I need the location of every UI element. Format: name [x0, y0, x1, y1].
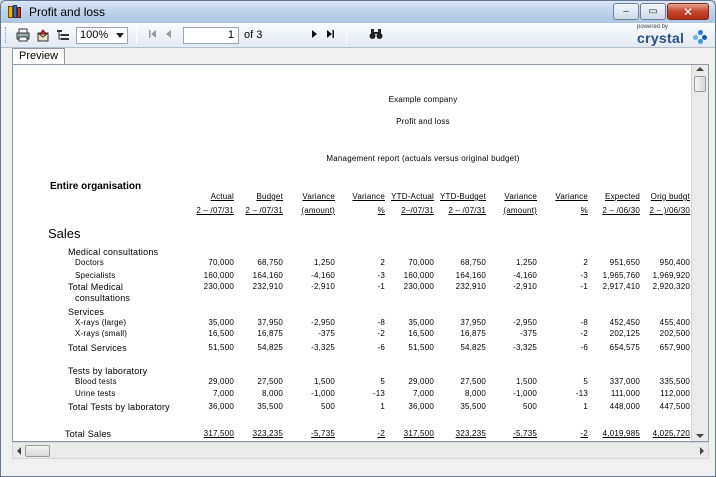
table-cell: -2,910	[311, 282, 335, 291]
column-subheader: (amount)	[301, 206, 335, 215]
table-cell: 317,500	[203, 429, 234, 438]
table-cell: -1,000	[311, 389, 335, 398]
table-cell: -13	[575, 389, 588, 398]
table-cell: 657,900	[659, 343, 690, 352]
table-cell: 7,000	[412, 389, 434, 398]
table-cell: 2	[380, 258, 385, 267]
table-cell: 951,650	[609, 258, 640, 267]
table-cell: 5	[583, 377, 588, 386]
table-cell: 455,400	[659, 318, 690, 327]
crystal-brand-text: crystal	[637, 30, 685, 46]
table-cell: 317,500	[403, 429, 434, 438]
table-cell: 232,910	[252, 282, 283, 291]
table-cell: -3,325	[513, 343, 537, 352]
table-cell: 70,000	[408, 258, 434, 267]
table-cell: 160,000	[203, 271, 234, 280]
table-cell: 8,000	[261, 389, 283, 398]
table-cell: -1,000	[513, 389, 537, 398]
close-icon: ✕	[682, 4, 694, 19]
row-label: X-rays (small)	[75, 329, 128, 338]
table-cell: 51,500	[208, 343, 234, 352]
table-cell: -5,735	[311, 429, 335, 438]
export-button[interactable]	[34, 26, 52, 44]
row-label: Blood tests	[75, 377, 117, 386]
group-tree-icon	[56, 28, 70, 42]
scroll-left-icon[interactable]	[17, 447, 21, 455]
table-cell: -8	[377, 318, 385, 327]
binoculars-icon	[369, 28, 383, 40]
table-cell: 500	[523, 402, 537, 411]
crystal-report-app-icon	[7, 4, 23, 20]
table-cell: -13	[372, 389, 385, 398]
page-number-input[interactable]: 1	[183, 27, 239, 44]
table-cell: 4,025,720	[652, 429, 690, 438]
group-label: Medical consultations	[68, 247, 159, 257]
minimize-icon: –	[623, 6, 629, 17]
table-cell: 35,500	[257, 402, 283, 411]
table-cell: -2	[377, 429, 385, 438]
search-button[interactable]	[369, 28, 383, 43]
column-subheader: %	[377, 206, 385, 215]
row-label: Doctors	[75, 258, 104, 267]
column-subheader: 2 ‒ /06/30	[602, 206, 640, 215]
total-label: Total Medical	[68, 282, 124, 292]
table-cell: 70,000	[208, 258, 234, 267]
column-header: Variance	[352, 192, 385, 201]
minimize-button[interactable]	[613, 3, 639, 20]
table-cell: 16,500	[408, 329, 434, 338]
table-cell: -3,325	[311, 343, 335, 352]
zoom-value: 100%	[80, 29, 109, 41]
table-cell: 112,000	[660, 389, 690, 398]
table-cell: 16,875	[460, 329, 486, 338]
previous-page-button[interactable]	[161, 29, 177, 42]
table-cell: -375	[318, 329, 335, 338]
table-cell: -2	[580, 429, 588, 438]
table-cell: -5,735	[513, 429, 537, 438]
horizontal-scrollbar[interactable]	[12, 442, 709, 459]
company-name: Example company	[388, 95, 458, 104]
table-cell: -1	[580, 282, 588, 291]
table-cell: -2	[377, 329, 385, 338]
scroll-up-icon[interactable]	[696, 67, 704, 71]
report-preview-pane[interactable]	[12, 64, 709, 442]
table-cell: 337,000	[609, 377, 640, 386]
column-subheader: 2 ‒ /07/31	[245, 206, 283, 215]
first-page-button[interactable]	[145, 29, 161, 42]
window-controls	[612, 3, 709, 20]
chevron-down-icon	[116, 33, 124, 38]
table-cell: -4,160	[513, 271, 537, 280]
table-cell: 202,125	[609, 329, 640, 338]
report-subtitle: Management report (actuals versus original budget)	[326, 154, 520, 163]
table-cell: 68,750	[460, 258, 486, 267]
total-label-continued: consultations	[75, 293, 131, 303]
table-cell: -2,950	[311, 318, 335, 327]
table-cell: -4,160	[311, 271, 335, 280]
group-tree-button[interactable]	[54, 26, 72, 44]
column-header: Orig budgt	[650, 192, 690, 201]
column-subheader: %	[580, 206, 588, 215]
crystal-logo	[635, 24, 707, 46]
table-cell: 323,235	[252, 429, 283, 438]
table-cell: 323,235	[455, 429, 486, 438]
table-cell: 2,920,320	[652, 282, 690, 291]
column-subheader: 2 ‒ /07/31	[448, 206, 486, 215]
table-cell: 4,019,985	[602, 429, 640, 438]
column-header: Variance	[302, 192, 335, 201]
table-cell: 29,000	[408, 377, 434, 386]
table-cell: 164,160	[455, 271, 486, 280]
table-cell: 27,500	[460, 377, 486, 386]
powered-by-label: powered by	[637, 24, 669, 30]
table-cell: 5	[380, 377, 385, 386]
total-label: Total Sales	[65, 429, 112, 439]
table-cell: 1,969,920	[652, 271, 690, 280]
column-subheader: 2‒/07/31	[401, 206, 434, 215]
maximize-icon: ▭	[648, 6, 658, 17]
column-subheader: 2 ‒ )/06/30	[649, 206, 690, 215]
scroll-down-icon[interactable]	[696, 434, 704, 438]
table-cell: 68,750	[257, 258, 283, 267]
table-cell: 230,000	[403, 282, 434, 291]
row-label: Urine tests	[75, 389, 116, 398]
table-cell: 8,000	[464, 389, 486, 398]
horizontal-scroll-thumb[interactable]	[25, 445, 50, 457]
column-subheader: (amount)	[503, 206, 537, 215]
column-subheader: 2 ‒ /07/31	[196, 206, 234, 215]
printer-icon	[16, 28, 30, 42]
table-cell: 16,500	[208, 329, 234, 338]
page-total-label: of 3	[244, 29, 263, 41]
table-cell: 111,000	[610, 389, 640, 398]
crystal-dots-icon	[693, 30, 707, 44]
next-page-icon	[309, 29, 319, 39]
table-cell: 37,950	[257, 318, 283, 327]
group-label: Services	[68, 307, 105, 317]
section-heading: Sales	[48, 226, 81, 241]
table-cell: 16,875	[257, 329, 283, 338]
column-header: Variance	[555, 192, 588, 201]
first-page-icon	[148, 29, 158, 39]
table-cell: 160,000	[403, 271, 434, 280]
total-label: Total Services	[68, 343, 127, 353]
report-title: Profit and loss	[396, 117, 450, 126]
table-cell: 654,575	[609, 343, 640, 352]
close-button[interactable]	[667, 3, 709, 20]
table-cell: 950,400	[659, 258, 690, 267]
table-cell: 36,000	[208, 402, 234, 411]
table-cell: 1,500	[313, 377, 335, 386]
toolbar-grip[interactable]	[5, 27, 9, 43]
table-cell: 232,910	[455, 282, 486, 291]
zoom-select[interactable]	[76, 27, 128, 44]
table-cell: 27,500	[257, 377, 283, 386]
toolbar-separator	[346, 26, 347, 44]
table-cell: 1,965,760	[602, 271, 640, 280]
table-cell: 36,000	[408, 402, 434, 411]
table-cell: 1	[583, 402, 588, 411]
table-cell: -2	[580, 329, 588, 338]
previous-page-icon	[164, 29, 174, 39]
table-cell: 35,500	[460, 402, 486, 411]
next-page-button[interactable]	[306, 29, 322, 42]
table-cell: 54,825	[460, 343, 486, 352]
table-cell: 335,500	[659, 377, 690, 386]
table-cell: 164,160	[252, 271, 283, 280]
table-cell: 452,450	[609, 318, 640, 327]
table-cell: -8	[580, 318, 588, 327]
table-cell: -1	[377, 282, 385, 291]
table-cell: -375	[520, 329, 537, 338]
table-cell: -3	[580, 271, 588, 280]
table-cell: 29,000	[208, 377, 234, 386]
column-header: Actual	[210, 192, 234, 201]
table-cell: 7,000	[212, 389, 234, 398]
tab-preview[interactable]: Preview	[12, 48, 65, 65]
table-cell: 230,000	[203, 282, 234, 291]
report-page	[13, 65, 693, 442]
table-cell: 51,500	[408, 343, 434, 352]
total-label: Total Tests by laboratory	[68, 402, 170, 412]
column-header: YTD-Budget	[439, 192, 486, 201]
window-title: Profit and loss	[29, 5, 106, 19]
title-bar[interactable]	[1, 1, 715, 23]
toolbar-separator	[136, 26, 137, 44]
group-label: Tests by laboratory	[68, 366, 148, 376]
tab-bar	[1, 48, 715, 65]
column-header: Budget	[256, 192, 283, 201]
print-button[interactable]	[14, 26, 32, 44]
scope-heading: Entire organisation	[50, 181, 142, 192]
table-cell: -3	[377, 271, 385, 280]
column-header: YTD-Actual	[391, 192, 434, 201]
table-cell: 2,917,410	[602, 282, 640, 291]
table-cell: -2,910	[513, 282, 537, 291]
status-bar	[1, 459, 715, 477]
table-cell: -6	[377, 343, 385, 352]
scroll-right-icon[interactable]	[700, 447, 704, 455]
row-label: X-rays (large)	[75, 318, 127, 327]
table-cell: 37,950	[460, 318, 486, 327]
vertical-scrollbar[interactable]	[691, 65, 708, 441]
viewer-toolbar	[1, 23, 715, 48]
table-cell: 1	[380, 402, 385, 411]
last-page-button[interactable]	[322, 29, 338, 42]
table-cell: 1,250	[313, 258, 335, 267]
vertical-scroll-thumb[interactable]	[694, 76, 706, 92]
table-cell: -6	[580, 343, 588, 352]
table-cell: -2,950	[513, 318, 537, 327]
table-cell: 35,000	[208, 318, 234, 327]
table-cell: 448,000	[609, 402, 640, 411]
last-page-icon	[325, 29, 335, 39]
table-cell: 202,500	[659, 329, 690, 338]
column-header: Expected	[605, 192, 640, 201]
table-cell: 54,825	[257, 343, 283, 352]
maximize-button[interactable]	[640, 3, 666, 20]
row-label: Specialists	[75, 271, 116, 280]
column-header: Variance	[504, 192, 537, 201]
table-cell: 2	[583, 258, 588, 267]
table-cell: 35,000	[408, 318, 434, 327]
table-cell: 447,500	[659, 402, 690, 411]
export-icon	[36, 28, 50, 42]
table-cell: 1,250	[515, 258, 537, 267]
table-cell: 500	[321, 402, 335, 411]
table-cell: 1,500	[515, 377, 537, 386]
